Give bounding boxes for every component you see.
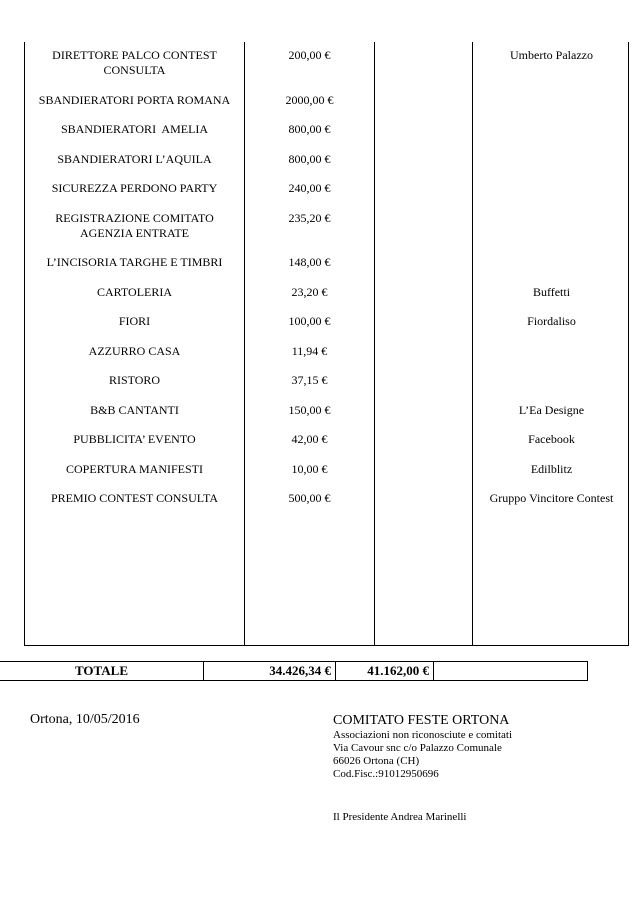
expense-description: FIORI [118,314,151,328]
organization-block [333,712,512,781]
totals-label: TOTALE [0,662,204,680]
expense-description: CARTOLERIA [96,285,173,299]
expense-amount: 42,00 € [291,432,328,446]
column-divider [374,42,375,645]
totals-value-1: 34.426,34 € [203,662,336,680]
expense-description: SBANDIERATORI PORTA ROMANA [38,93,231,107]
organization-city: 66026 Ortona (CH) [333,755,420,767]
organization-tax-code: Cod.Fisc.:91012950696 [333,768,439,780]
expense-amount: 10,00 € [291,462,328,476]
expense-amount: 235,20 € [288,211,331,225]
expense-description: RISTORO [108,373,161,387]
expense-amount: 2000,00 € [285,93,334,107]
expense-amount: 11,94 € [291,344,328,358]
expense-amount: 800,00 € [288,122,331,136]
expense-note: Fiordaliso [527,314,576,328]
expense-amount: 800,00 € [288,152,331,166]
expense-note: Gruppo Vincitore Contest [489,491,614,505]
expense-description: B&B CANTANTI [90,403,179,417]
column-divider [472,42,473,645]
expense-note: L’Ea Designe [518,403,585,417]
expense-description: COPERTURA MANIFESTI [66,462,203,476]
place-date: Ortona, 10/05/2016 [30,712,140,727]
expense-amount: 37,15 € [291,373,328,387]
expense-description: SICUREZZA PERDONO PARTY [51,181,218,195]
expense-amount: 100,00 € [288,314,331,328]
expense-description: SBANDIERATORI AMELIA [60,122,209,136]
expense-note: Facebook [528,432,575,446]
expense-description: DIRETTORE PALCO CONTEST CONSULTA [52,48,217,77]
organization-address: Via Cavour snc c/o Palazzo Comunale [333,742,502,754]
expense-description: REGISTRAZIONE COMITATO AGENZIA ENTRATE [55,211,214,240]
president-signature-line: Il Presidente Andrea Marinelli [333,811,467,823]
expense-amount: 150,00 € [288,403,331,417]
organization-name: COMITATO FESTE ORTONA [333,713,510,728]
expense-description: L’INCISORIA TARGHE E TIMBRI [46,255,223,269]
organization-type: Associazioni non riconosciute e comitati [333,729,513,741]
expense-note: Edilblitz [530,462,573,476]
expense-amount: 500,00 € [288,491,331,505]
totals-value-2: 41.162,00 € [336,662,434,680]
expense-amount: 23,20 € [291,285,328,299]
expense-amount: 148,00 € [288,255,331,269]
expense-note: Buffetti [532,285,571,299]
expense-description: AZZURRO CASA [88,344,181,358]
expense-amount: 240,00 € [288,181,331,195]
expense-amount: 200,00 € [288,48,331,62]
expense-note: Umberto Palazzo [510,48,593,62]
expense-description: PREMIO CONTEST CONSULTA [50,491,219,505]
expense-description: PUBBLICITA’ EVENTO [73,432,196,446]
expense-table [24,42,629,646]
expense-description: SBANDIERATORI L’AQUILA [57,152,212,166]
totals-row [0,661,588,681]
